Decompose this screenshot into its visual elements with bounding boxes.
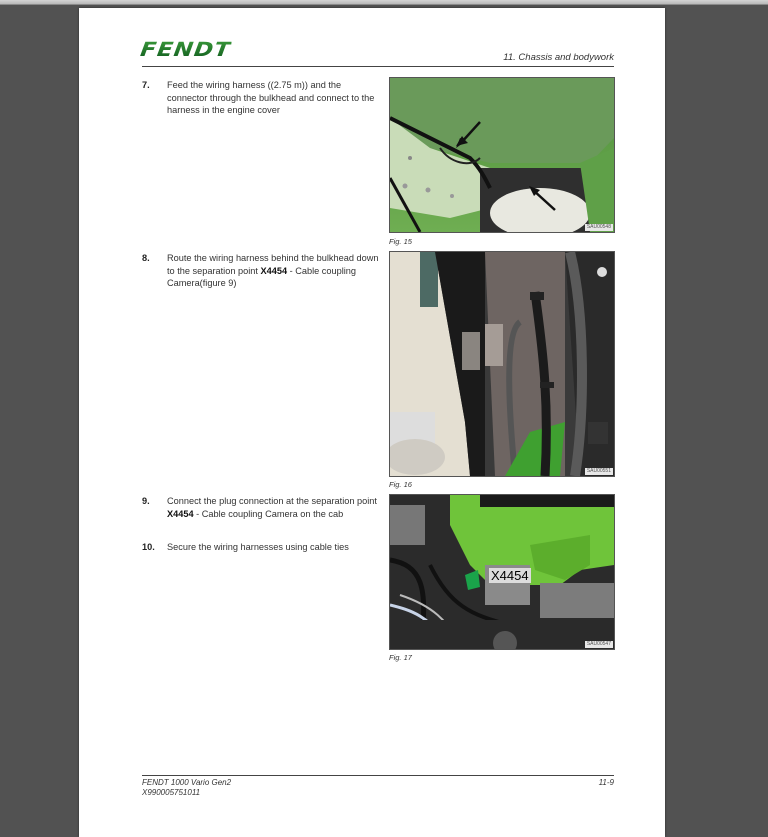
bulkhead-harness-image <box>390 252 614 476</box>
figure-15-caption: Fig. 15 <box>389 237 412 246</box>
figure-16-caption: Fig. 16 <box>389 480 412 489</box>
footer-info <box>142 778 231 798</box>
document-page <box>79 8 665 837</box>
image-code: SAU00547 <box>586 641 611 647</box>
figure-15-photo <box>389 77 615 233</box>
step-text: Secure the wiring harnesses using cable ties <box>167 542 349 552</box>
step-8 <box>142 252 382 290</box>
step-number: 7. <box>142 80 150 90</box>
step-number: 9. <box>142 496 150 506</box>
figure-17-caption: Fig. 17 <box>389 653 412 662</box>
fendt-logo: FENDT <box>138 39 233 62</box>
viewer-toolbar <box>0 0 768 5</box>
x4454-callout: X4454 <box>491 568 529 583</box>
step-text: Feed the wiring harness ((2.75 m)) and the connector through the bulkhead and connect to the harness in the engine cover <box>167 80 375 115</box>
step-7 <box>142 79 382 117</box>
step-number: 8. <box>142 253 150 263</box>
footer-doc-number: X990005751011 <box>142 788 201 797</box>
connector-id: X4454 <box>260 265 288 276</box>
step-text: Route the wiring harness behind the bulkhead down to the separation point X4454 - Cable coupling Camera(figure 9) <box>167 253 379 288</box>
connector-id: X4454 <box>167 508 194 519</box>
footer-divider <box>142 775 614 776</box>
step-number: 10. <box>142 542 155 552</box>
footer-model: FENDT 1000 Vario Gen2 <box>142 778 232 787</box>
page-number: 11-9 <box>598 778 614 787</box>
section-title: 11. Chassis and bodywork <box>503 52 614 63</box>
step-10 <box>142 541 382 554</box>
image-code: SAU00551 <box>586 468 611 474</box>
figure-16-photo <box>389 251 615 477</box>
figure-17-photo <box>389 494 615 650</box>
engine-cover-harness-image <box>390 78 614 232</box>
header-divider <box>142 66 614 67</box>
image-code: SAU00548 <box>586 224 611 230</box>
step-text: Connect the plug connection at the separation point X4454 - Cable coupling Camera on the cab <box>167 496 377 519</box>
step-9 <box>142 495 382 520</box>
